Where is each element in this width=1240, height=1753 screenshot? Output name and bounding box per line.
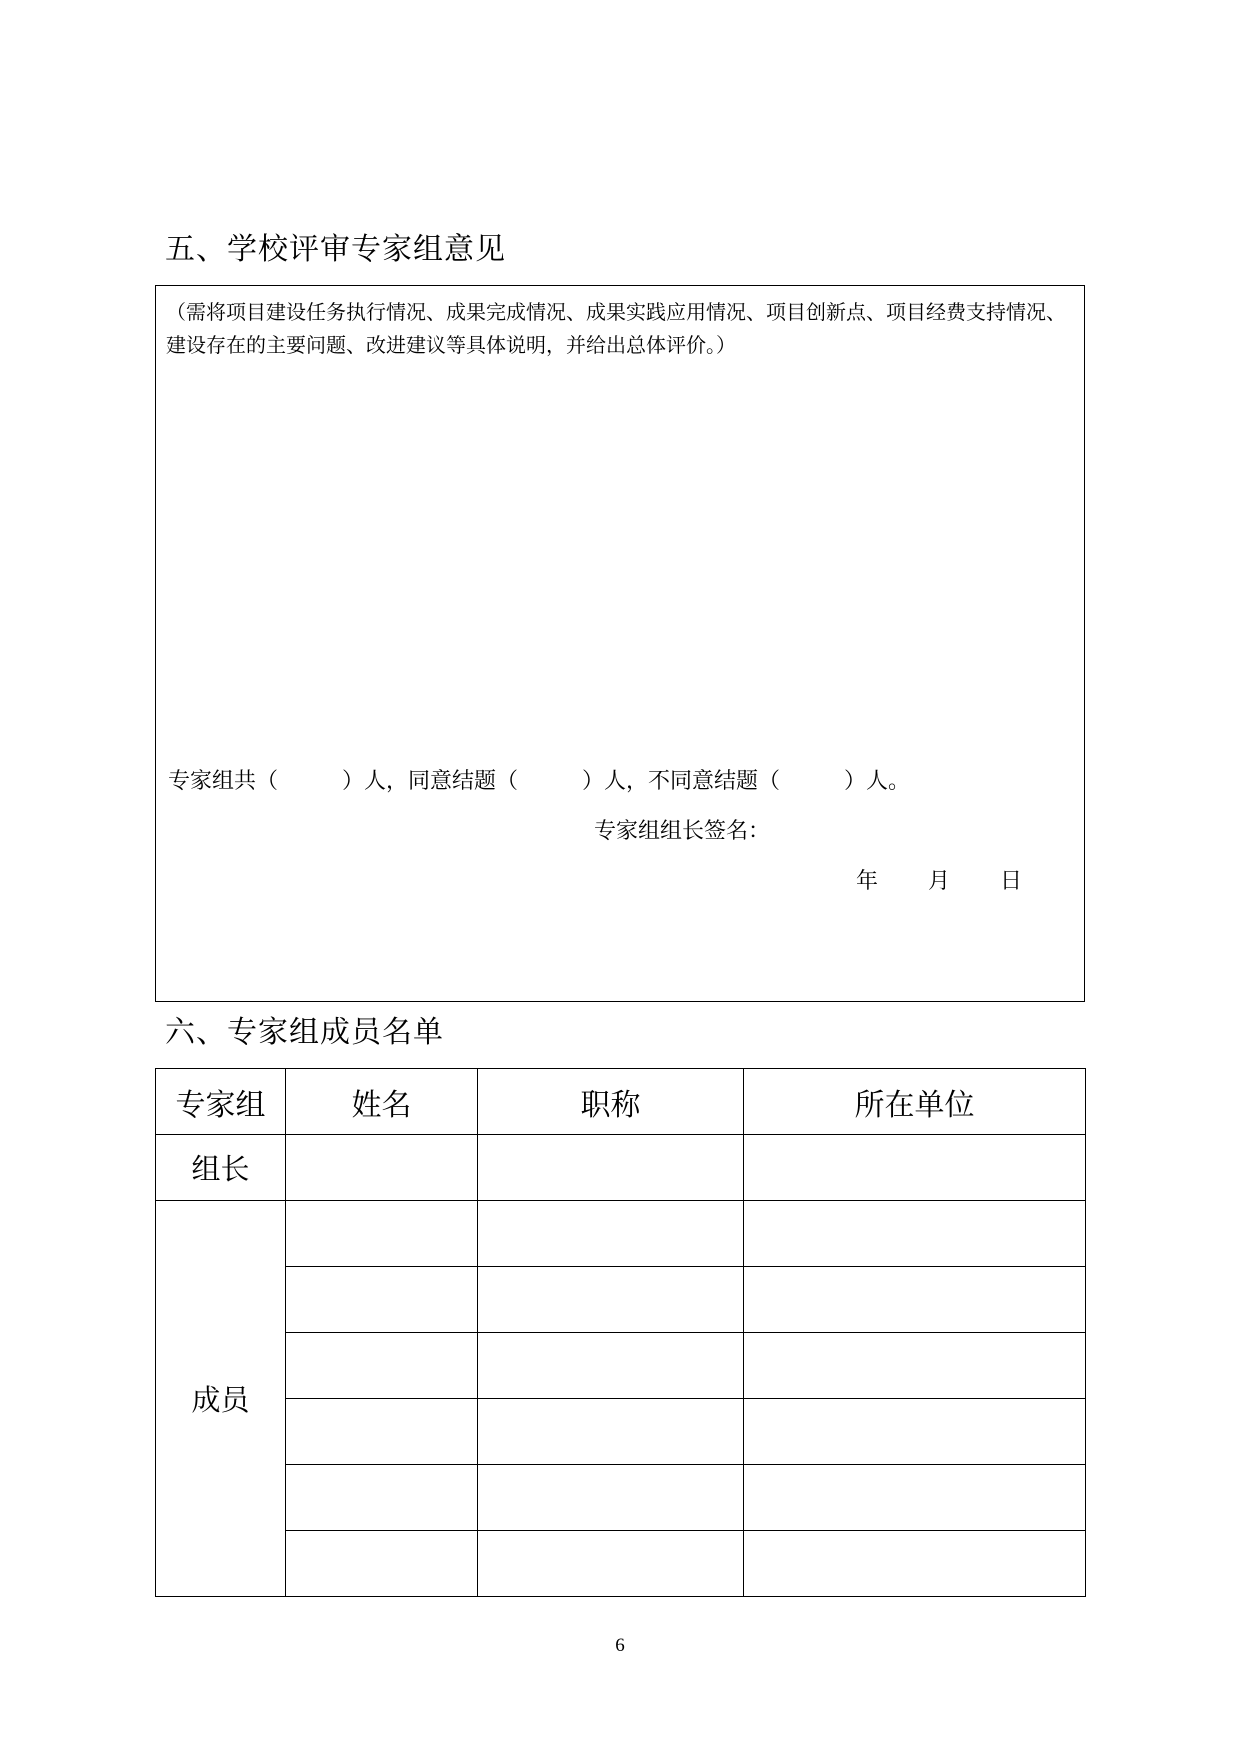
table-row (156, 1399, 1086, 1465)
member-unit-cell[interactable] (744, 1465, 1086, 1531)
leader-signature-label: 专家组组长签名： (594, 819, 771, 844)
header-group: 专家组 (156, 1069, 286, 1135)
leader-row (156, 1135, 1086, 1201)
member-name-cell[interactable] (286, 1465, 478, 1531)
table-header-row (156, 1069, 1086, 1135)
member-name-cell[interactable] (286, 1333, 478, 1399)
instruction-text: （需将项目建设任务执行情况、成果完成情况、成果实践应用情况、项目创新点、项目经费支持情况、建设存在的主要问题、改进建议等具体说明，并给出总体评价。） (166, 300, 1066, 357)
expert-count-line (168, 767, 910, 797)
count-text-2: ）人，同意结题（ (342, 769, 519, 794)
member-title-cell[interactable] (478, 1333, 744, 1399)
leader-label: 组长 (156, 1135, 286, 1201)
table-row (156, 1531, 1086, 1597)
count-text-4: ）人。 (844, 769, 911, 794)
member-unit-cell[interactable] (744, 1267, 1086, 1333)
date-day: 日 (1000, 869, 1023, 894)
table-row (156, 1201, 1086, 1267)
member-unit-cell[interactable] (744, 1531, 1086, 1597)
member-name-cell[interactable] (286, 1267, 478, 1333)
leader-unit-cell[interactable] (744, 1135, 1086, 1201)
member-title-cell[interactable] (478, 1399, 744, 1465)
leader-name-cell[interactable] (286, 1135, 478, 1201)
leader-title-cell[interactable] (478, 1135, 744, 1201)
table-row (156, 1333, 1086, 1399)
member-name-cell[interactable] (286, 1399, 478, 1465)
count-text-1: 专家组共（ (168, 769, 279, 794)
expert-members-table (155, 1068, 1086, 1597)
members-label: 成员 (156, 1201, 286, 1597)
date-year: 年 (856, 869, 879, 894)
member-unit-cell[interactable] (744, 1333, 1086, 1399)
header-name: 姓名 (286, 1069, 478, 1135)
page-number: 6 (615, 1635, 625, 1656)
expert-opinion-box[interactable] (155, 285, 1085, 1002)
member-title-cell[interactable] (478, 1531, 744, 1597)
member-name-cell[interactable] (286, 1531, 478, 1597)
member-title-cell[interactable] (478, 1267, 744, 1333)
table-row (156, 1267, 1086, 1333)
date-month: 月 (928, 869, 951, 894)
count-text-3: ）人，不同意结题（ (582, 769, 781, 794)
member-title-cell[interactable] (478, 1465, 744, 1531)
header-title: 职称 (478, 1069, 744, 1135)
member-unit-cell[interactable] (744, 1399, 1086, 1465)
table-row (156, 1465, 1086, 1531)
header-unit: 所在单位 (744, 1069, 1086, 1135)
member-name-cell[interactable] (286, 1201, 478, 1267)
member-unit-cell[interactable] (744, 1201, 1086, 1267)
section-5-title: 五、学校评审专家组意见 (165, 232, 506, 267)
member-title-cell[interactable] (478, 1201, 744, 1267)
date-line (856, 867, 1022, 897)
section-6-title: 六、专家组成员名单 (165, 1015, 444, 1050)
